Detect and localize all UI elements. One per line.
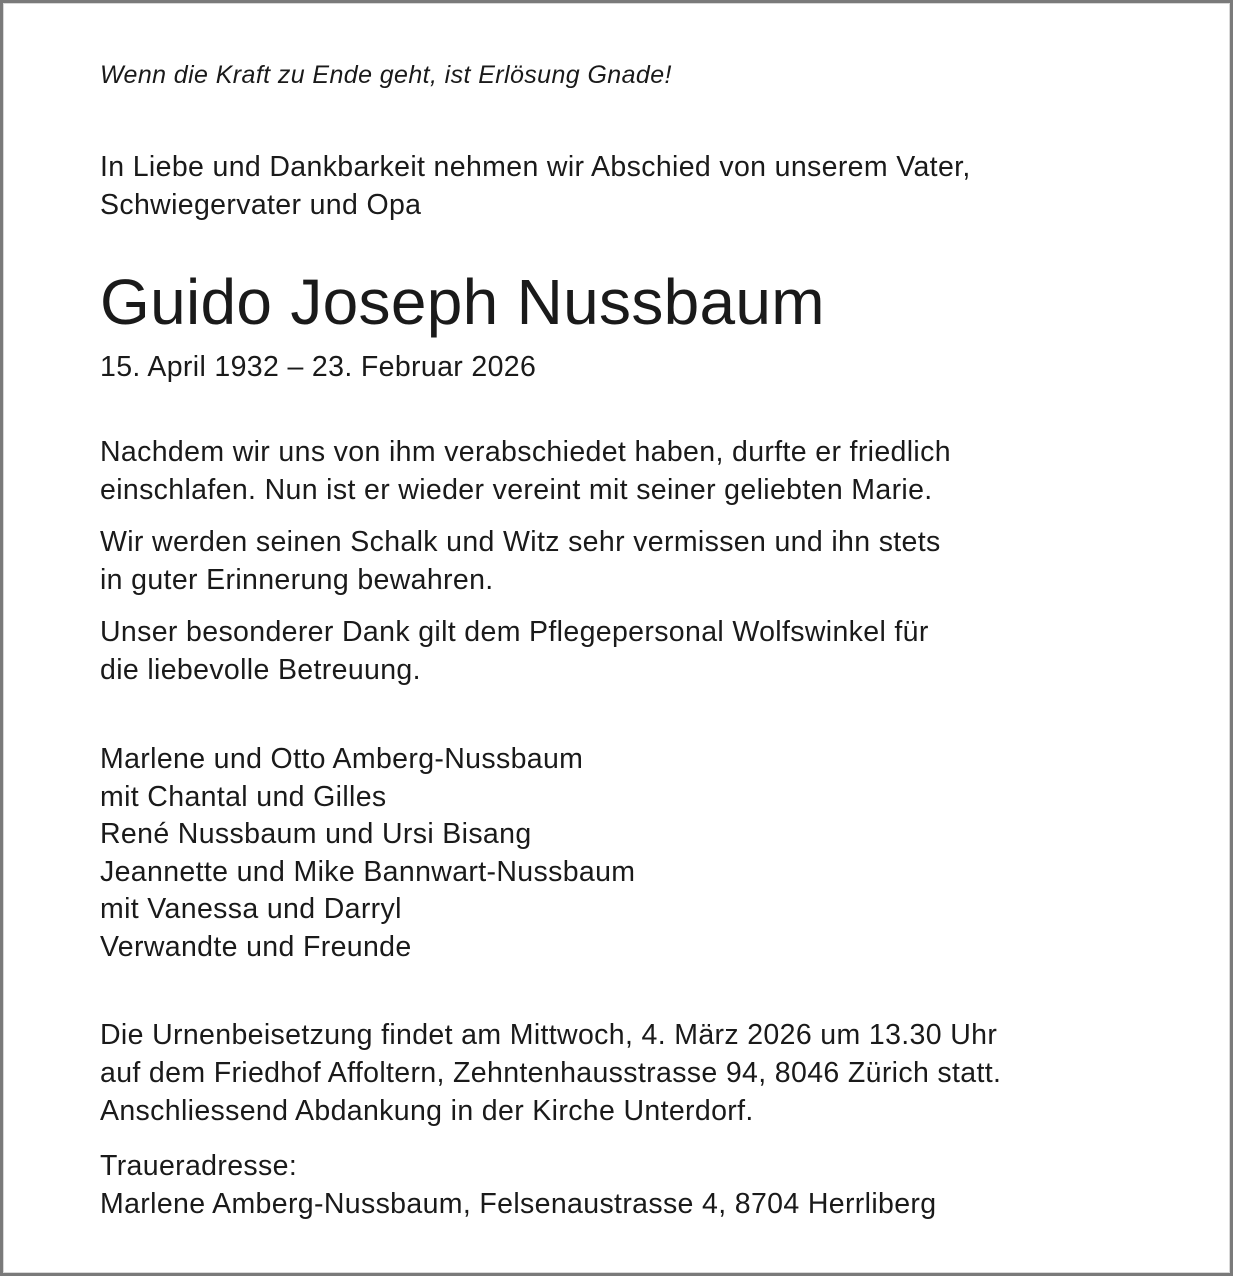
life-dates: 15. April 1932 – 23. Februar 2026 bbox=[100, 351, 537, 383]
mourner: mit Chantal und Gilles bbox=[100, 781, 387, 813]
ceremony-line: Anschliessend Abdankung in der Kirche Unterdorf. bbox=[100, 1095, 754, 1127]
intro-line: Schwiegervater und Opa bbox=[100, 189, 422, 221]
mourner: Marlene und Otto Amberg-Nussbaum bbox=[100, 743, 584, 775]
intro-line: In Liebe und Dankbarkeit nehmen wir Abschied von unserem Vater, bbox=[100, 151, 971, 183]
mourner: mit Vanessa und Darryl bbox=[100, 893, 402, 925]
deceased-name: Guido Joseph Nussbaum bbox=[100, 266, 825, 338]
mourning-address: Marlene Amberg-Nussbaum, Felsenaustrasse 4, 8704 Herrliberg bbox=[100, 1188, 937, 1220]
paragraph-line: in guter Erinnerung bewahren. bbox=[100, 564, 494, 596]
address-label: Traueradresse: bbox=[100, 1150, 298, 1182]
motto: Wenn die Kraft zu Ende geht, ist Erlösung Gnade! bbox=[100, 61, 672, 89]
paragraph-line: Wir werden seinen Schalk und Witz sehr vermissen und ihn stets bbox=[100, 526, 941, 558]
mourner: Verwandte und Freunde bbox=[100, 931, 412, 963]
ceremony-line: Die Urnenbeisetzung findet am Mittwoch, 4. März 2026 um 13.30 Uhr bbox=[100, 1019, 998, 1051]
mourner: René Nussbaum und Ursi Bisang bbox=[100, 818, 532, 850]
paragraph-line: Nachdem wir uns von ihm verabschiedet haben, durfte er friedlich bbox=[100, 436, 951, 468]
mourner: Jeannette und Mike Bannwart-Nussbaum bbox=[100, 856, 636, 888]
paragraph-line: Unser besonderer Dank gilt dem Pflegepersonal Wolfswinkel für bbox=[100, 616, 929, 648]
ceremony-line: auf dem Friedhof Affoltern, Zehntenhausstrasse 94, 8046 Zürich statt. bbox=[100, 1057, 1002, 1089]
paragraph-line: einschlafen. Nun ist er wieder vereint mit seiner geliebten Marie. bbox=[100, 474, 933, 506]
paragraph-line: die liebevolle Betreuung. bbox=[100, 654, 421, 686]
